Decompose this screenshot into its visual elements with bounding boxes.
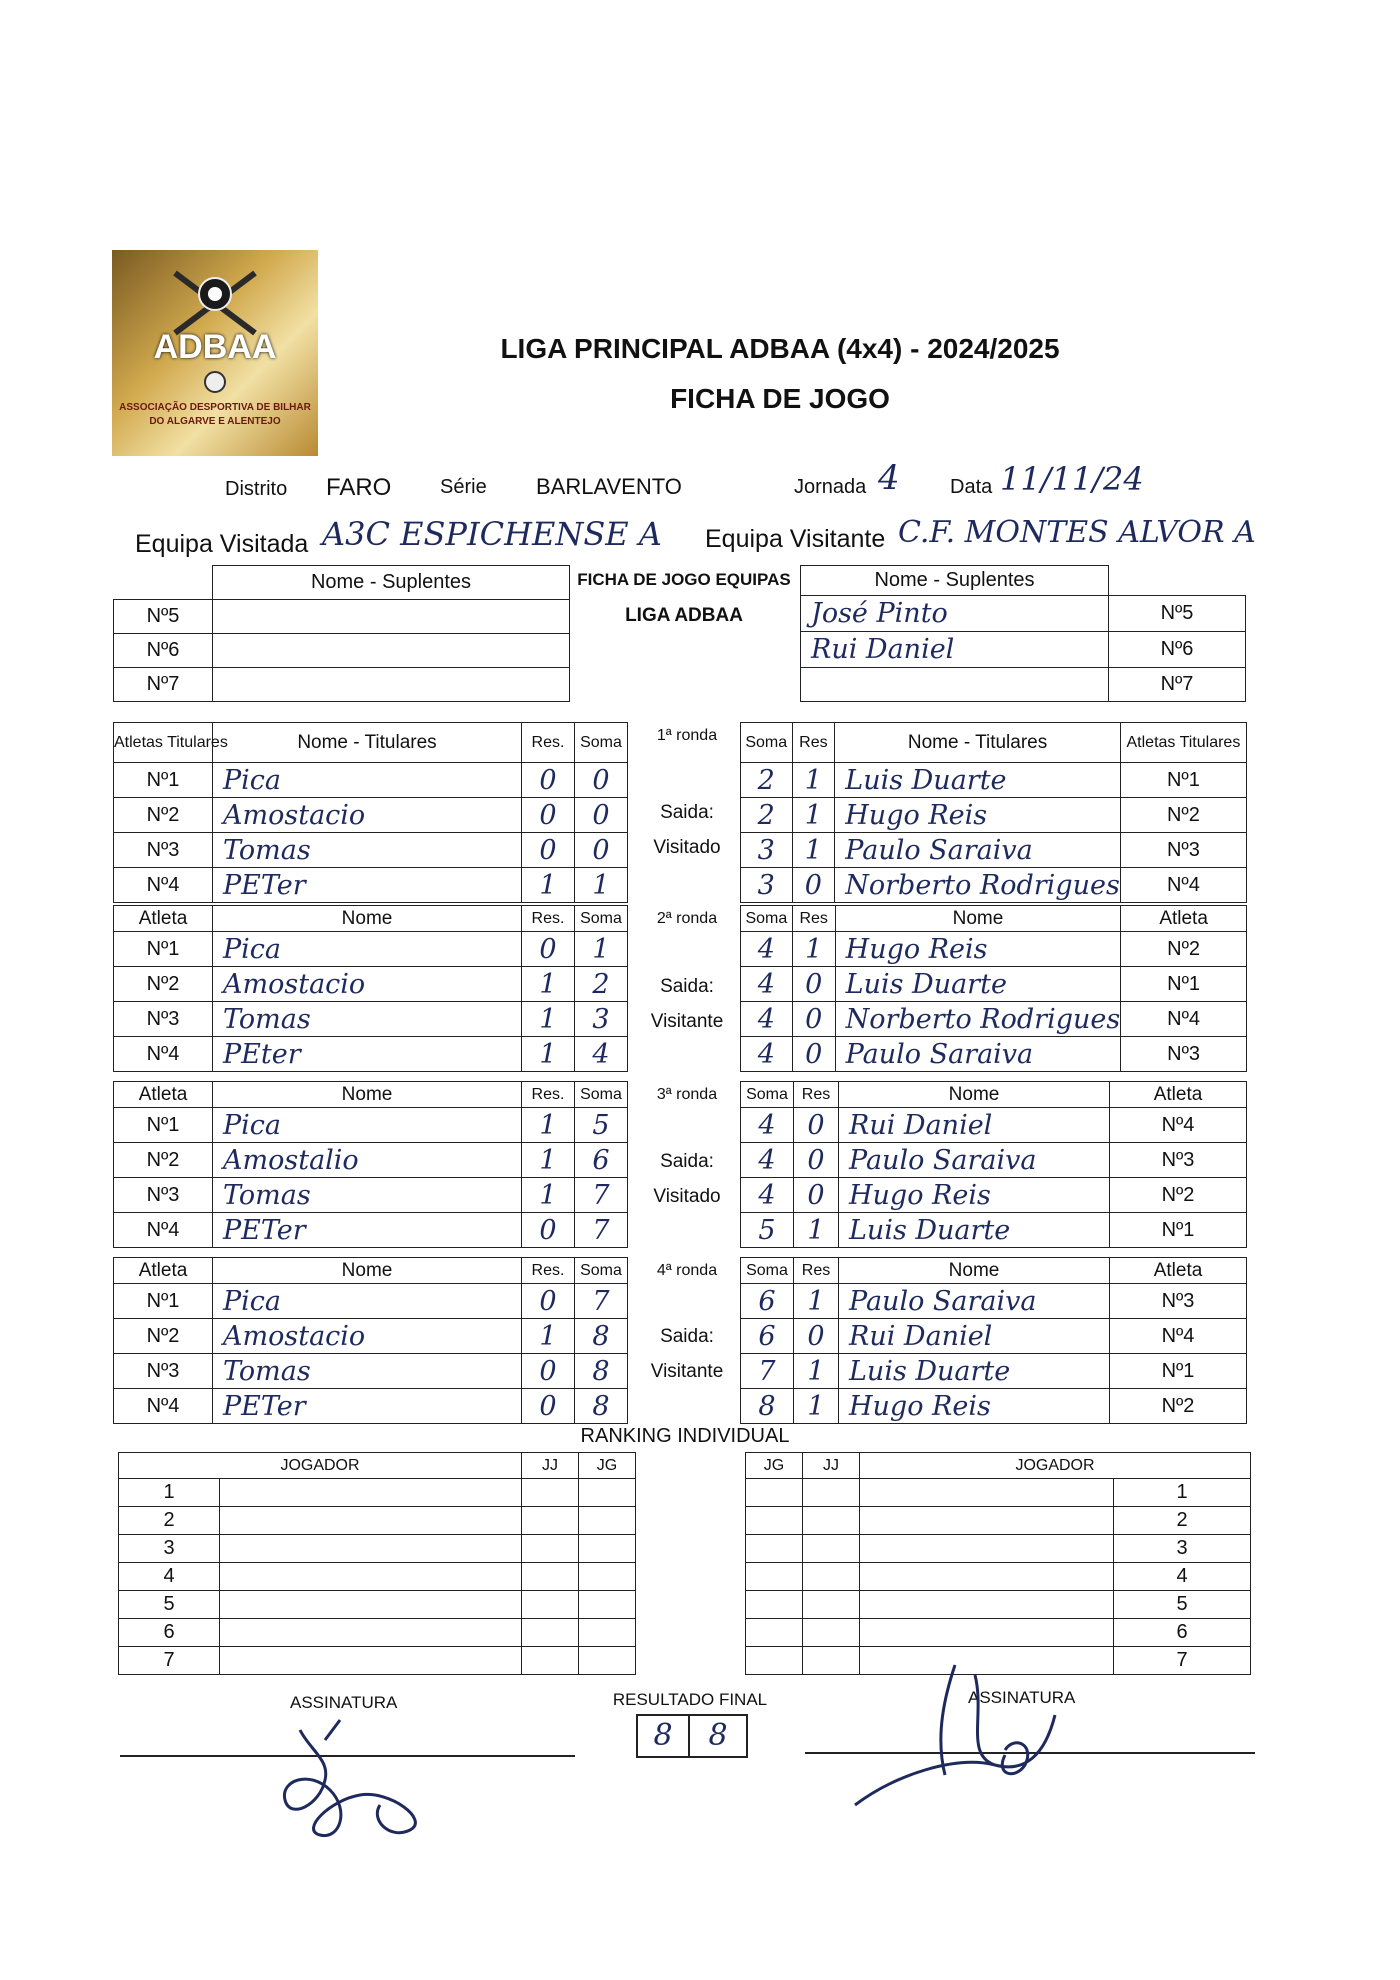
table-row — [741, 1284, 1247, 1319]
player-name: PETer — [213, 1389, 522, 1424]
col-header: Nome — [213, 1258, 522, 1284]
table-row — [114, 1002, 628, 1037]
col-header: Res. — [522, 723, 575, 763]
col-header: Soma — [575, 906, 628, 932]
signature-right-icon — [835, 1655, 1095, 1825]
round4-left-table — [113, 1257, 628, 1424]
rank-number: 5 — [1114, 1591, 1251, 1619]
table-row — [741, 932, 1247, 967]
logo-sub-2: DO ALGARVE E ALENTEJO — [149, 416, 281, 427]
result-cell: 1 — [792, 798, 835, 833]
table-row — [741, 967, 1247, 1002]
athlete-number: Nº1 — [114, 763, 213, 798]
col-header: Soma — [741, 1082, 794, 1108]
sum-cell: 3 — [741, 868, 793, 903]
player-name: Hugo Reis — [839, 1178, 1110, 1213]
table-row — [741, 1389, 1247, 1424]
sum-cell: 1 — [575, 868, 628, 903]
player-name: Tomas — [213, 1354, 522, 1389]
jornada-value: 4 — [878, 458, 900, 498]
rank-number: 7 — [119, 1647, 220, 1675]
table-row — [114, 1108, 628, 1143]
player-name: Amostacio — [213, 967, 522, 1002]
athlete-number: Nº3 — [114, 1178, 213, 1213]
score-left: 8 — [638, 1716, 690, 1756]
col-header: Nome — [835, 906, 1121, 932]
result-cell: 0 — [792, 868, 835, 903]
table-row — [114, 763, 628, 798]
col-header: Soma — [741, 906, 793, 932]
subs-right-n: Nº6 — [1109, 632, 1246, 668]
table-row — [114, 1213, 628, 1248]
sum-cell: 7 — [575, 1284, 628, 1319]
col-header: Soma — [741, 1258, 794, 1284]
player-name: Paulo Saraiva — [839, 1143, 1110, 1178]
player-name: Hugo Reis — [835, 932, 1121, 967]
table-row — [114, 1284, 628, 1319]
result-cell: 1 — [792, 932, 835, 967]
logo-sub-1: ASSOCIAÇÃO DESPORTIVA DE BILHAR — [119, 402, 311, 413]
page-title: LIGA PRINCIPAL ADBAA (4x4) - 2024/2025 — [500, 333, 1060, 364]
col-header: Nome — [839, 1258, 1110, 1284]
athlete-number: Nº2 — [114, 798, 213, 833]
table-row — [741, 1108, 1247, 1143]
rank-number: 1 — [1114, 1479, 1251, 1507]
table-row — [741, 763, 1247, 798]
subs-right-name — [801, 668, 1109, 702]
col-header: Res — [792, 906, 835, 932]
col-header: JOGADOR — [860, 1453, 1251, 1479]
table-row — [119, 1507, 636, 1535]
player-name: Amostalio — [213, 1143, 522, 1178]
player-name: Amostacio — [213, 1319, 522, 1354]
round3-right-table — [740, 1081, 1247, 1248]
table-row — [746, 1507, 1251, 1535]
result-cell: 1 — [794, 1389, 839, 1424]
athlete-number: Nº4 — [114, 1389, 213, 1424]
result-cell: 0 — [794, 1178, 839, 1213]
score-right: 8 — [708, 1718, 728, 1753]
table-row — [746, 1619, 1251, 1647]
sum-cell: 4 — [741, 1143, 794, 1178]
round3-left-table — [113, 1081, 628, 1248]
visitada-value: A3C ESPICHENSE A — [322, 515, 662, 553]
athlete-number: Nº1 — [114, 1284, 213, 1319]
result-cell: 0 — [794, 1319, 839, 1354]
table-row — [119, 1619, 636, 1647]
col-header: Atleta — [114, 1082, 213, 1108]
table-row — [114, 1354, 628, 1389]
rank-number: 2 — [1114, 1507, 1251, 1535]
athlete-number: Nº1 — [114, 1108, 213, 1143]
round2-left-table — [113, 905, 628, 1072]
player-name: Paulo Saraiva — [835, 833, 1121, 868]
col-header: Atletas Titulares — [114, 723, 213, 763]
table-row — [114, 1037, 628, 1072]
col-header: Soma — [575, 723, 628, 763]
visitada-label: Equipa Visitada — [135, 530, 309, 558]
rank-number: 3 — [119, 1535, 220, 1563]
table-row — [741, 798, 1247, 833]
result-cell: 1 — [522, 967, 575, 1002]
athlete-number: Nº3 — [1110, 1143, 1247, 1178]
result-cell: 0 — [792, 1037, 835, 1072]
table-row — [741, 1143, 1247, 1178]
player-name: Rui Daniel — [839, 1108, 1110, 1143]
col-header: JG — [579, 1453, 636, 1479]
table-row — [746, 1479, 1251, 1507]
sum-cell: 8 — [575, 1354, 628, 1389]
col-header: Atleta — [1110, 1082, 1247, 1108]
athlete-number: Nº2 — [114, 1319, 213, 1354]
subs-left-table — [113, 565, 570, 702]
adbaa-logo — [112, 250, 318, 456]
result-cell: 1 — [792, 833, 835, 868]
athlete-number: Nº3 — [1121, 1037, 1247, 1072]
col-header: Res — [792, 723, 835, 763]
rank-number: 7 — [1114, 1647, 1251, 1675]
table-row — [119, 1535, 636, 1563]
result-cell: 0 — [522, 1213, 575, 1248]
athlete-number: Nº4 — [114, 1037, 213, 1072]
sum-cell: 0 — [575, 763, 628, 798]
col-header: Res. — [522, 1082, 575, 1108]
table-row — [741, 1178, 1247, 1213]
rank-number: 5 — [119, 1591, 220, 1619]
round1-right-table — [740, 722, 1247, 903]
data-value: 11/11/24 — [1000, 460, 1144, 498]
subs-right-name: José Pinto — [801, 596, 1109, 632]
result-cell: 0 — [522, 833, 575, 868]
ranking-right-table — [745, 1452, 1251, 1675]
sum-cell: 2 — [741, 763, 793, 798]
athlete-number: Nº2 — [114, 1143, 213, 1178]
table-row — [114, 1319, 628, 1354]
result-cell: 0 — [522, 1354, 575, 1389]
col-header: Nome - Titulares — [213, 723, 522, 763]
player-name: Tomas — [213, 1178, 522, 1213]
player-name: Rui Daniel — [839, 1319, 1110, 1354]
subs-left-name — [213, 600, 570, 634]
round2-right-table — [740, 905, 1247, 1072]
athlete-number: Nº3 — [114, 1354, 213, 1389]
jornada-label: Jornada — [794, 476, 867, 498]
result-cell: 0 — [522, 798, 575, 833]
col-header: Atleta — [114, 906, 213, 932]
sum-cell: 1 — [575, 932, 628, 967]
athlete-number: Nº2 — [114, 967, 213, 1002]
table-row — [741, 1037, 1247, 1072]
rank-number: 4 — [1114, 1563, 1251, 1591]
player-name: Luis Duarte — [839, 1354, 1110, 1389]
result-cell: 1 — [794, 1284, 839, 1319]
col-header: Nome — [839, 1082, 1110, 1108]
col-header: Res — [794, 1082, 839, 1108]
result-cell: 0 — [522, 932, 575, 967]
subs-left-name — [213, 668, 570, 702]
rank-number: 2 — [119, 1507, 220, 1535]
cue-ball-icon — [180, 368, 250, 398]
result-cell: 1 — [794, 1213, 839, 1248]
player-name: Paulo Saraiva — [835, 1037, 1121, 1072]
player-name: Hugo Reis — [839, 1389, 1110, 1424]
result-cell: 1 — [522, 1319, 575, 1354]
resultado-final-label: RESULTADO FINAL — [612, 1690, 768, 1709]
table-row — [741, 868, 1247, 903]
subs-right-n: Nº7 — [1109, 668, 1246, 702]
rank-number: 6 — [1114, 1619, 1251, 1647]
athlete-number: Nº2 — [1110, 1389, 1247, 1424]
visitante-label: Equipa Visitante — [705, 525, 886, 553]
sum-cell: 7 — [741, 1354, 794, 1389]
sum-cell: 3 — [575, 1002, 628, 1037]
sum-cell: 8 — [741, 1389, 794, 1424]
result-cell: 1 — [792, 763, 835, 798]
player-name: Luis Duarte — [835, 763, 1121, 798]
saida-team: Visitante — [650, 1011, 724, 1032]
result-cell: 1 — [522, 1037, 575, 1072]
result-cell: 0 — [794, 1108, 839, 1143]
sum-cell: 8 — [575, 1319, 628, 1354]
table-row — [741, 1319, 1247, 1354]
subs-left-header: Nome - Suplentes — [213, 566, 570, 600]
col-header: Soma — [741, 723, 793, 763]
visitante-value: C.F. MONTES ALVOR A — [898, 515, 1256, 550]
subs-left-n: Nº5 — [114, 600, 213, 634]
athlete-number: Nº3 — [114, 833, 213, 868]
table-row — [119, 1591, 636, 1619]
sum-cell: 4 — [741, 1037, 793, 1072]
subs-left-n: Nº6 — [114, 634, 213, 668]
player-name: PEter — [213, 1037, 522, 1072]
athlete-number: Nº4 — [1120, 868, 1246, 903]
athlete-number: Nº2 — [1121, 932, 1247, 967]
col-header: JJ — [803, 1453, 860, 1479]
player-name: Hugo Reis — [835, 798, 1121, 833]
round1-left-table — [113, 722, 628, 903]
data-label: Data — [950, 476, 993, 498]
subs-right-table — [800, 565, 1246, 702]
result-cell: 0 — [794, 1143, 839, 1178]
result-cell: 0 — [522, 1389, 575, 1424]
col-header: Nome — [213, 906, 522, 932]
table-row — [114, 798, 628, 833]
athlete-number: Nº1 — [1121, 967, 1247, 1002]
result-cell: 1 — [522, 1143, 575, 1178]
round-label: 3ª ronda — [656, 1086, 718, 1103]
col-header: Res. — [522, 1258, 575, 1284]
assinatura-left-label: ASSINATURA — [290, 1693, 398, 1712]
col-header: Soma — [575, 1082, 628, 1108]
round-label: 1ª ronda — [656, 727, 718, 744]
athlete-number: Nº3 — [1110, 1284, 1247, 1319]
ranking-title: RANKING INDIVIDUAL — [580, 1425, 790, 1447]
table-row — [746, 1563, 1251, 1591]
result-cell: 1 — [522, 1002, 575, 1037]
saida-team: Visitante — [650, 1361, 724, 1382]
sum-cell: 6 — [741, 1319, 794, 1354]
round-label: 4ª ronda — [656, 1262, 718, 1279]
sum-cell: 5 — [741, 1213, 794, 1248]
signature-left-icon — [270, 1710, 470, 1850]
athlete-number: Nº1 — [1110, 1213, 1247, 1248]
athlete-number: Nº4 — [1110, 1108, 1247, 1143]
player-name: Tomas — [213, 833, 522, 868]
sum-cell: 4 — [741, 932, 793, 967]
col-header: Soma — [575, 1258, 628, 1284]
player-name: Amostacio — [213, 798, 522, 833]
player-name: Norberto Rodrigues — [835, 1002, 1121, 1037]
rank-number: 3 — [1114, 1535, 1251, 1563]
sum-cell: 8 — [575, 1389, 628, 1424]
athlete-number: Nº1 — [114, 932, 213, 967]
player-name: Paulo Saraiva — [839, 1284, 1110, 1319]
sum-cell: 4 — [741, 1108, 794, 1143]
athlete-number: Nº2 — [1110, 1178, 1247, 1213]
table-row — [119, 1479, 636, 1507]
col-header: JG — [746, 1453, 803, 1479]
result-cell: 1 — [794, 1354, 839, 1389]
col-header: JJ — [522, 1453, 579, 1479]
page-subtitle: FICHA DE JOGO — [670, 383, 890, 414]
table-row — [119, 1647, 636, 1675]
sum-cell: 7 — [575, 1178, 628, 1213]
table-row — [114, 868, 628, 903]
sum-cell: 4 — [741, 967, 793, 1002]
player-name: Tomas — [213, 1002, 522, 1037]
table-row — [746, 1535, 1251, 1563]
player-name: Pica — [213, 932, 522, 967]
liga-adbaa: LIGA ADBAA — [625, 605, 743, 626]
sum-cell: 4 — [575, 1037, 628, 1072]
round4-right-table — [740, 1257, 1247, 1424]
result-cell: 1 — [522, 1178, 575, 1213]
subs-left-n: Nº7 — [114, 668, 213, 702]
distrito-value: FARO — [326, 474, 392, 501]
sum-cell: 4 — [741, 1002, 793, 1037]
sum-cell: 0 — [575, 833, 628, 868]
serie-value: BARLAVENTO — [536, 474, 682, 499]
col-header: Atletas Titulares — [1120, 723, 1246, 763]
subs-right-header: Nome - Suplentes — [801, 566, 1109, 596]
player-name: Pica — [213, 763, 522, 798]
table-row — [114, 1178, 628, 1213]
col-header: Res. — [522, 906, 575, 932]
result-cell: 0 — [522, 763, 575, 798]
result-cell: 0 — [522, 1284, 575, 1319]
table-row — [114, 1143, 628, 1178]
table-row — [119, 1563, 636, 1591]
result-cell: 0 — [792, 1002, 835, 1037]
athlete-number: Nº4 — [114, 868, 213, 903]
ranking-left-table — [118, 1452, 636, 1675]
player-name: Luis Duarte — [839, 1213, 1110, 1248]
col-header: Atleta — [114, 1258, 213, 1284]
sum-cell: 3 — [741, 833, 793, 868]
athlete-number: Nº2 — [1120, 798, 1246, 833]
round-label: 2ª ronda — [656, 910, 718, 927]
rank-number: 6 — [119, 1619, 220, 1647]
saida-label: Saida: — [660, 802, 714, 823]
table-row — [746, 1591, 1251, 1619]
athlete-number: Nº3 — [114, 1002, 213, 1037]
final-score-box — [636, 1714, 748, 1758]
result-cell: 1 — [522, 868, 575, 903]
table-row — [741, 833, 1247, 868]
table-row — [741, 1354, 1247, 1389]
athlete-number: Nº4 — [1121, 1002, 1247, 1037]
assinatura-right-label: ASSINATURA — [968, 1688, 1076, 1707]
athlete-number: Nº4 — [114, 1213, 213, 1248]
athlete-number: Nº3 — [1120, 833, 1246, 868]
athlete-number: Nº1 — [1110, 1354, 1247, 1389]
athlete-number: Nº4 — [1110, 1319, 1247, 1354]
table-row — [114, 1389, 628, 1424]
saida-label: Saida: — [660, 1151, 714, 1172]
sum-cell: 0 — [575, 798, 628, 833]
saida-team: Visitado — [653, 837, 721, 858]
table-row — [114, 932, 628, 967]
table-row — [741, 1002, 1247, 1037]
result-cell: 0 — [792, 967, 835, 1002]
ficha-equipas: FICHA DE JOGO EQUIPAS — [577, 570, 791, 589]
rank-number: 4 — [119, 1563, 220, 1591]
player-name: Luis Duarte — [835, 967, 1121, 1002]
table-row — [114, 833, 628, 868]
sum-cell: 4 — [741, 1178, 794, 1213]
player-name: Pica — [213, 1284, 522, 1319]
col-header: Nome — [213, 1082, 522, 1108]
col-header: JOGADOR — [119, 1453, 522, 1479]
result-cell: 1 — [522, 1108, 575, 1143]
logo-name: ADBAA — [153, 328, 277, 366]
sum-cell: 5 — [575, 1108, 628, 1143]
saida-label: Saida: — [660, 1326, 714, 1347]
col-header: Atleta — [1110, 1258, 1247, 1284]
player-name: Norberto Rodrigues — [835, 868, 1121, 903]
table-row — [114, 967, 628, 1002]
serie-label: Série — [440, 476, 487, 498]
athlete-number: Nº1 — [1120, 763, 1246, 798]
player-name: PETer — [213, 1213, 522, 1248]
subs-right-n: Nº5 — [1109, 596, 1246, 632]
subs-left-name — [213, 634, 570, 668]
player-name: PETer — [213, 868, 522, 903]
sum-cell: 6 — [741, 1284, 794, 1319]
saida-label: Saida: — [660, 976, 714, 997]
col-header: Atleta — [1121, 906, 1247, 932]
sum-cell: 2 — [575, 967, 628, 1002]
sum-cell: 7 — [575, 1213, 628, 1248]
subs-right-name: Rui Daniel — [801, 632, 1109, 668]
rank-number: 1 — [119, 1479, 220, 1507]
saida-team: Visitado — [653, 1186, 721, 1207]
player-name: Pica — [213, 1108, 522, 1143]
col-header: Res — [794, 1258, 839, 1284]
sum-cell: 6 — [575, 1143, 628, 1178]
table-row — [741, 1213, 1247, 1248]
distrito-label: Distrito — [225, 478, 288, 500]
sum-cell: 2 — [741, 798, 793, 833]
col-header: Nome - Titulares — [835, 723, 1121, 763]
